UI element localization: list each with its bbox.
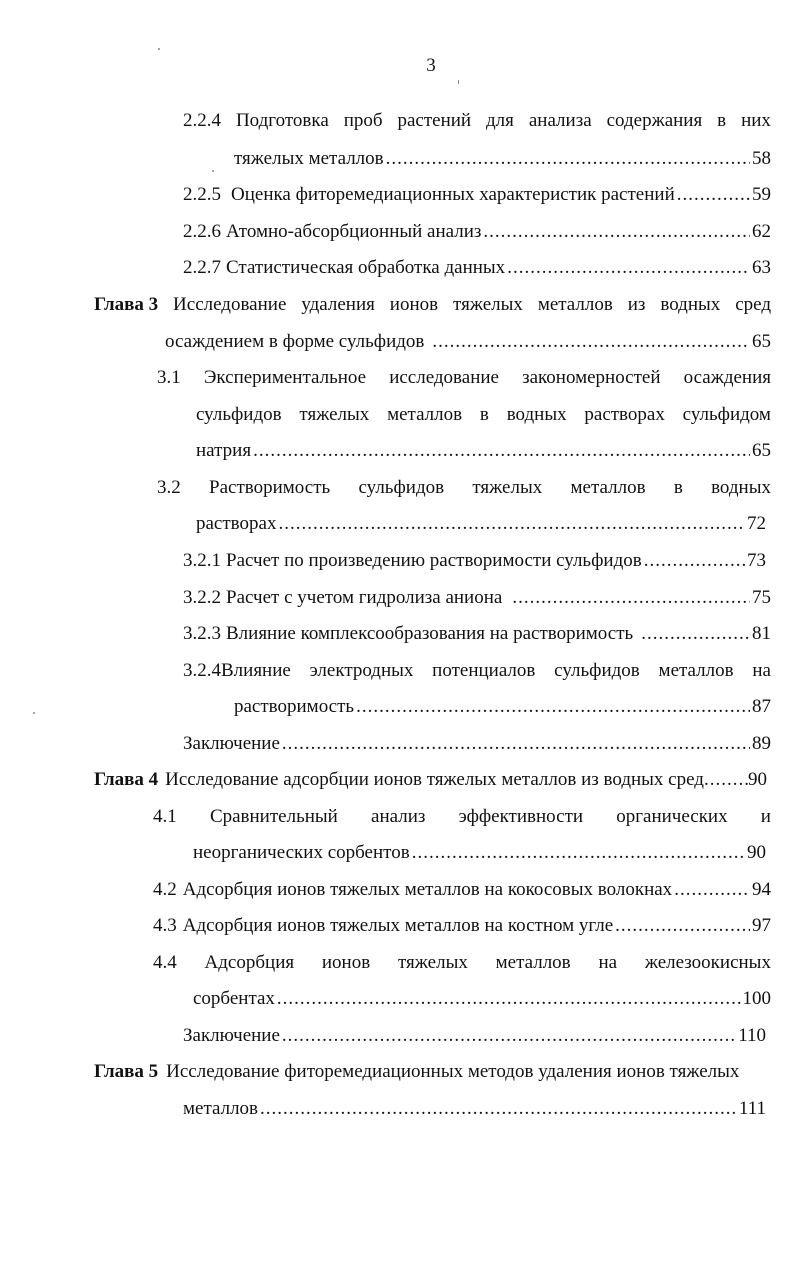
page-ref: 65 (752, 331, 771, 352)
entry-number: 4.4 (153, 952, 177, 973)
entry-number: 4.2 (153, 879, 177, 900)
leader-dots (282, 1024, 736, 1048)
page-ref: 75 (752, 587, 771, 608)
entry-number: 2.2.5 (183, 184, 221, 205)
toc-conclusion-ch3: Заключение ..... 89 (183, 732, 771, 756)
toc-chapter-3-line1: Глава 3 Исследование удаления ионов тяжелых металлов из водных сред (94, 294, 771, 315)
page-ref: 62 (752, 221, 771, 242)
page-ref: 89 (752, 733, 771, 754)
page-ref: 73 (747, 550, 766, 571)
leader-dots (677, 183, 750, 207)
toc-entry-3-2-3: 3.2.3 Влияние комплексообразования на растворимость ..... 81 (183, 622, 771, 646)
toc-entry-4-1-line2: неорганических сорбентов ..... 90 (193, 841, 766, 865)
chapter-label: Глава 4 (94, 769, 159, 790)
toc-chapter-3-line2: осаждением в форме сульфидов ..... 65 (165, 330, 771, 354)
chapter-label: Глава 5 (94, 1061, 159, 1082)
toc-entry-2-2-4-line2: тяжелых металлов ..... 58 (234, 147, 771, 171)
chapter-label: Глава 3 (94, 294, 159, 315)
page-ref: 58 (752, 148, 771, 169)
scan-speck (33, 712, 35, 714)
toc-conclusion-ch4: Заключение ..... 110 (183, 1024, 766, 1048)
page-ref: 81 (752, 623, 771, 644)
leader-dots (356, 695, 750, 719)
leader-dots (615, 914, 750, 938)
leader-dots (507, 256, 750, 280)
toc-entry-3-2-2: 3.2.2 Расчет с учетом гидролиза аниона ..... 75 (183, 586, 771, 610)
toc-entry-3-2-line1: 3.2 Растворимость сульфидов тяжелых металлов в водных (157, 477, 771, 498)
entry-number: 4.3 (153, 915, 177, 936)
entry-number: 2.2.4 (183, 110, 221, 131)
page-ref: 100 (742, 988, 771, 1009)
leader-dots (386, 147, 750, 171)
entry-number: 2.2.6 (183, 221, 221, 242)
scan-speck (212, 170, 214, 172)
entry-number: 3.1 (157, 367, 181, 388)
entry-number: 3.2 (157, 477, 181, 498)
toc-chapter-5-line1: Глава 5 Исследование фиторемедиационных методов удаления ионов тяжелых (94, 1061, 740, 1082)
toc-entry-3-2-1: 3.2.1 Расчет по произведению растворимости сульфидов ..... 73 (183, 549, 766, 573)
page-ref: 97 (752, 915, 771, 936)
toc-entry-2-2-6: 2.2.6 Атомно-абсорбционный анализ ..... 62 (183, 220, 771, 244)
leader-dots (483, 220, 750, 244)
page-ref: 63 (752, 257, 771, 278)
leader-dots (282, 732, 750, 756)
entry-number: 4.1 (153, 806, 177, 827)
leader-dots (260, 1097, 737, 1121)
toc-entry-4-4-line2: сорбентах ..... 100 (193, 987, 771, 1011)
leader-dots (641, 622, 750, 646)
leader-dots (674, 878, 750, 902)
toc-entry-4-2: 4.2 Адсорбция ионов тяжелых металлов на кокосовых волокнах ..... 94 (153, 878, 771, 902)
entry-number: 3.2.4Влияние (183, 660, 291, 681)
page-ref: 87 (752, 696, 771, 717)
page-ref: 72 (747, 513, 766, 534)
page-ref: 59 (752, 184, 771, 205)
toc-chapter-4: Глава 4 Исследование адсорбции ионов тяжелых металлов из водных сред ..... 90 (94, 768, 767, 792)
leader-dots (412, 841, 745, 865)
toc-entry-3-2-line2: растворах ..... 72 (196, 512, 766, 536)
toc-entry-3-1-line3: натрия ..... 65 (196, 439, 771, 463)
leader-dots (432, 330, 750, 354)
toc-entry-2-2-4-line1: 2.2.4 Подготовка проб растений для анализа содержания в них (183, 110, 771, 131)
leader-dots (278, 512, 745, 536)
toc-chapter-5-line2: металлов ..... 111 (183, 1097, 766, 1121)
leader-dots (512, 586, 750, 610)
page-ref: 111 (738, 1098, 766, 1119)
entry-number: 3.2.1 (183, 550, 221, 571)
leader-dots (277, 987, 741, 1011)
toc-entry-4-4-line1: 4.4 Адсорбция ионов тяжелых металлов на железоокисных (153, 952, 771, 973)
scan-speck (458, 80, 459, 84)
page-ref: 90 (748, 769, 767, 790)
page-ref: 110 (738, 1025, 766, 1046)
scan-speck (158, 48, 160, 50)
entry-number: 3.2.3 (183, 623, 221, 644)
page-ref: 90 (747, 842, 766, 863)
leader-dots (644, 549, 745, 573)
leader-dots (704, 768, 748, 792)
toc-entry-3-1-line2: сульфидов тяжелых металлов в водных растворах сульфидом (196, 404, 771, 425)
page-number: 3 (426, 55, 436, 76)
entry-number: 2.2.7 (183, 257, 221, 278)
toc-entry-3-2-4-line2: растворимость ..... 87 (234, 695, 771, 719)
toc-entry-4-3: 4.3 Адсорбция ионов тяжелых металлов на костном угле ..... 97 (153, 914, 771, 938)
toc-entry-4-1-line1: 4.1 Сравнительный анализ эффективности органических и (153, 806, 771, 827)
page-ref: 94 (752, 879, 771, 900)
page-ref: 65 (752, 440, 771, 461)
toc-entry-2-2-7: 2.2.7 Статистическая обработка данных ..... 63 (183, 256, 771, 280)
toc-entry-3-2-4-line1: 3.2.4Влияние электродных потенциалов сульфидов металлов на (183, 660, 771, 681)
entry-number: 3.2.2 (183, 587, 221, 608)
toc-entry-2-2-5: 2.2.5 Оценка фиторемедиационных характеристик растений ..... 59 (183, 183, 771, 207)
leader-dots (253, 439, 750, 463)
toc-entry-3-1-line1: 3.1 Экспериментальное исследование закономерностей осаждения (157, 367, 771, 388)
